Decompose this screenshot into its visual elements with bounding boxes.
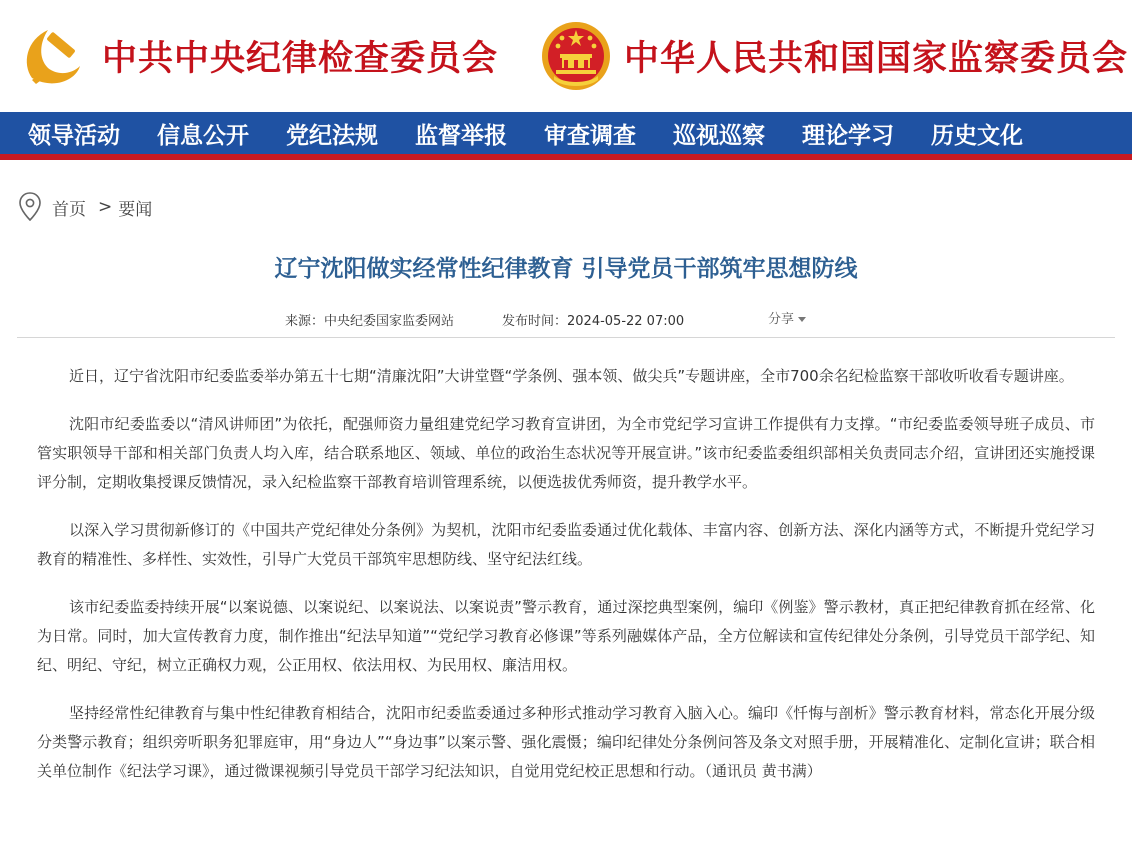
article-body (37, 362, 1095, 805)
nav-item-regulations[interactable]: 党纪法规 (286, 121, 378, 149)
article-paragraph: 以深入学习贯彻新修订的《中国共产党纪律处分条例》为契机，沈阳市纪委监委通过优化载体、丰富内容、创新方法、深化内涵等方式，不断提升党纪学习教育的精准性、多样性、实效性，引导广大党员干部筑牢思想防线、坚守纪法红线。 (37, 521, 1095, 568)
breadcrumb (17, 190, 152, 224)
title-divider (17, 337, 1115, 338)
caret-down-icon (798, 317, 806, 322)
main-nav (0, 112, 1132, 160)
article-title: 辽宁沈阳做实经常性纪律教育 引导党员干部筑牢思想防线 (274, 256, 858, 282)
article-paragraph: 该市纪委监委持续开展“以案说德、以案说纪、以案说法、以案说责”警示教育，通过深挖典型案例，编印《例鉴》警示教材，真正把纪律教育抓在经常、化为日常。同时，加大宣传教育力度，制作推出“纪法早知道”“党纪学习教育必修课”等系列融媒体产品，全方位解读和宣传纪律处分条例，引导党员干部学纪、知纪、明纪、守纪，树立正确权力观，公正用权、依法用权、为民用权、廉洁用权。 (37, 598, 1095, 674)
article-publish-time: 发布时间：2024-05-22 07:00 (502, 314, 685, 329)
breadcrumb-separator: > (98, 197, 113, 217)
nsc-title: 中华人民共和国国家监察委员会 (624, 38, 1129, 79)
location-pin-icon (17, 191, 43, 223)
nav-item-investigation[interactable]: 审查调查 (544, 121, 636, 149)
national-emblem-icon (540, 20, 612, 92)
article-paragraph: 沈阳市纪委监委以“清风讲师团”为依托，配强师资力量组建党纪学习教育宣讲团，为全市党纪学习宣讲工作提供有力支撑。“市纪委监委领导班子成员、市管实职领导干部和相关部门负责人均入库，结合联系地区、领域、单位的政治生态状况等开展宣讲。”该市纪委监委组织部相关负责同志介绍，宣讲团还实施授课评分制，定期收集授课反馈情况，录入纪检监察干部教育培训管理系统，以便选拔优秀师资，提升教学水平。 (37, 415, 1095, 491)
ccdi-brand[interactable] (18, 12, 498, 100)
ccdi-title: 中共中央纪律检查委员会 (102, 38, 499, 79)
article-source: 来源：中央纪委国家监委网站 (285, 314, 455, 329)
nav-item-report[interactable]: 监督举报 (415, 121, 507, 149)
nav-item-leadership[interactable]: 领导活动 (28, 121, 120, 149)
nav-item-inspection[interactable]: 巡视巡察 (673, 121, 765, 149)
nsc-brand[interactable] (540, 12, 1128, 100)
share-label: 分享 (768, 312, 795, 327)
share-button[interactable] (768, 308, 806, 327)
party-emblem-icon (18, 20, 90, 92)
nav-item-info-disclosure[interactable]: 信息公开 (157, 121, 249, 149)
article-paragraph: 近日，辽宁省沈阳市纪委监委举办第五十七期“清廉沈阳”大讲堂暨“学条例、强本领、做尖兵”专题讲座，全市700余名纪检监察干部收听收看专题讲座。 (69, 367, 1074, 385)
breadcrumb-home-link[interactable]: 首页 (52, 199, 86, 220)
site-header (0, 0, 1132, 112)
breadcrumb-current-link[interactable]: 要闻 (118, 199, 153, 220)
article-meta (0, 308, 1132, 330)
nav-item-history[interactable]: 历史文化 (931, 121, 1023, 149)
article-paragraph: 坚持经常性纪律教育与集中性纪律教育相结合，沈阳市纪委监委通过多种形式推动学习教育入脑入心。编印《忏悔与剖析》警示教育材料，常态化开展分级分类警示教育；组织旁听职务犯罪庭审，用“身边人”“身边事”以案示警、强化震慑；编印纪律处分条例问答及条文对照手册，开展精准化、定制化宣讲；联合相关单位制作《纪法学习课》，通过微课视频引导党员干部学习纪法知识，自觉用党纪校正思想和行动。（通讯员 黄书满） (37, 704, 1095, 780)
nav-item-theory[interactable]: 理论学习 (802, 121, 894, 149)
